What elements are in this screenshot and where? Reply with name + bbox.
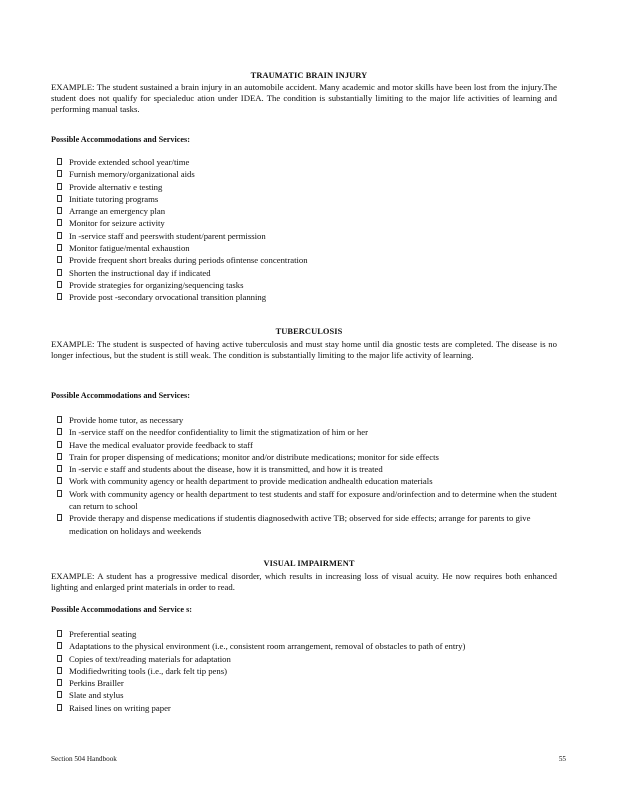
checkbox-bullet-icon xyxy=(57,207,62,214)
checkbox-bullet-icon xyxy=(57,679,62,686)
checkbox-bullet-icon xyxy=(57,655,62,662)
checkbox-bullet-icon xyxy=(57,183,62,190)
list-item: In -servic e staff and students about the disease, how it is transmitted, and how it is treated xyxy=(57,463,557,475)
accommodations-list-tbi xyxy=(57,156,557,304)
list-item: Provide therapy and dispense medications if studentis diagnosedwith active TB; observed for side effects; arrange for parents to give medication on holidays and weekends xyxy=(57,512,557,537)
checkbox-bullet-icon xyxy=(57,244,62,251)
list-item: Work with community agency or health department to test students and staff for exposure and/orinfection and to determine when the student can return to school xyxy=(57,488,557,513)
list-item: Copies of text/reading materials for adaptation xyxy=(57,653,557,665)
checkbox-bullet-icon xyxy=(57,170,62,177)
accommodations-list-visual xyxy=(57,628,557,714)
checkbox-bullet-icon xyxy=(57,667,62,674)
list-item: Monitor fatigue/mental exhaustion xyxy=(57,242,557,254)
checkbox-bullet-icon xyxy=(57,691,62,698)
list-item: Preferential seating xyxy=(57,628,557,640)
checkbox-bullet-icon xyxy=(57,490,62,497)
checkbox-bullet-icon xyxy=(57,704,62,711)
list-item: Shorten the instructional day if indicated xyxy=(57,267,557,279)
footer-handbook-title: Section 504 Handbook xyxy=(51,755,117,763)
example-traumatic-brain-injury: EXAMPLE: The student sustained a brain injury in an automobile accident. Many academic and motor skills have been lost from the injury.The student does not qualify for specialeduc ation under IDEA. The condition is substantially limiting to the major life activities of learning and performing manual tasks. xyxy=(51,82,557,115)
section-title-traumatic-brain-injury: TRAUMATIC BRAIN INJURY xyxy=(250,71,368,80)
list-item: Have the medical evaluator provide feedback to staff xyxy=(57,439,557,451)
checkbox-bullet-icon xyxy=(57,642,62,649)
list-item: In -service staff and peerswith student/parent permission xyxy=(57,230,557,242)
list-item: Modifiedwriting tools (i.e., dark felt tip pens) xyxy=(57,665,557,677)
list-item: Furnish memory/organizational aids xyxy=(57,168,557,180)
list-item: Provide post -secondary orvocational transition planning xyxy=(57,291,557,303)
checkbox-bullet-icon xyxy=(57,453,62,460)
list-item: Initiate tutoring programs xyxy=(57,193,557,205)
list-item: Raised lines on writing paper xyxy=(57,702,557,714)
list-item: Perkins Brailler xyxy=(57,677,557,689)
section-title-tuberculosis: TUBERCULOSIS xyxy=(275,327,343,336)
list-item: Monitor for seizure activity xyxy=(57,217,557,229)
checkbox-bullet-icon xyxy=(57,269,62,276)
list-item: In -service staff on the needfor confidentiality to limit the stigmatization of him or her xyxy=(57,426,557,438)
checkbox-bullet-icon xyxy=(57,158,62,165)
list-item: Adaptations to the physical environment (i.e., consistent room arrangement, removal of obstacles to path of entry) xyxy=(57,640,557,652)
list-item: Work with community agency or health department to provide medication andhealth education materials xyxy=(57,475,557,487)
section-title-visual-impairment: VISUAL IMPAIRMENT xyxy=(263,559,355,568)
list-item: Provide home tutor, as necessary xyxy=(57,414,557,426)
list-item: Arrange an emergency plan xyxy=(57,205,557,217)
checkbox-bullet-icon xyxy=(57,281,62,288)
checkbox-bullet-icon xyxy=(57,256,62,263)
accommodations-list-tb xyxy=(57,414,557,537)
checkbox-bullet-icon xyxy=(57,630,62,637)
checkbox-bullet-icon xyxy=(57,232,62,239)
checkbox-bullet-icon xyxy=(57,293,62,300)
list-item: Provide alternativ e testing xyxy=(57,181,557,193)
list-item: Provide extended school year/time xyxy=(57,156,557,168)
accommodations-heading-tbi: Possible Accommodations and Services: xyxy=(51,135,190,144)
checkbox-bullet-icon xyxy=(57,514,62,521)
example-visual-impairment: EXAMPLE: A student has a progressive medical disorder, which results in increasing loss of visual acuity. He now requires both enhanced lighting and enlarged print materials in order to read. xyxy=(51,571,557,593)
list-item: Provide strategies for organizing/sequencing tasks xyxy=(57,279,557,291)
checkbox-bullet-icon xyxy=(57,219,62,226)
accommodations-heading-visual: Possible Accommodations and Service s: xyxy=(51,605,193,614)
checkbox-bullet-icon xyxy=(57,428,62,435)
checkbox-bullet-icon xyxy=(57,416,62,423)
list-item: Provide frequent short breaks during periods ofintense concentration xyxy=(57,254,557,266)
accommodations-heading-tb: Possible Accommodations and Services: xyxy=(51,391,190,400)
checkbox-bullet-icon xyxy=(57,465,62,472)
checkbox-bullet-icon xyxy=(57,441,62,448)
checkbox-bullet-icon xyxy=(57,195,62,202)
list-item: Slate and stylus xyxy=(57,689,557,701)
example-tuberculosis: EXAMPLE: The student is suspected of having active tuberculosis and must stay home until dia gnostic tests are completed. The disease is no longer infectious, but the student is still weak. The condition is substantially limiting to the major life activity of learning. xyxy=(51,339,557,361)
footer-page-number: 55 xyxy=(558,755,566,763)
checkbox-bullet-icon xyxy=(57,477,62,484)
list-item: Train for proper dispensing of medications; monitor and/or distribute medications; monitor for side effects xyxy=(57,451,557,463)
